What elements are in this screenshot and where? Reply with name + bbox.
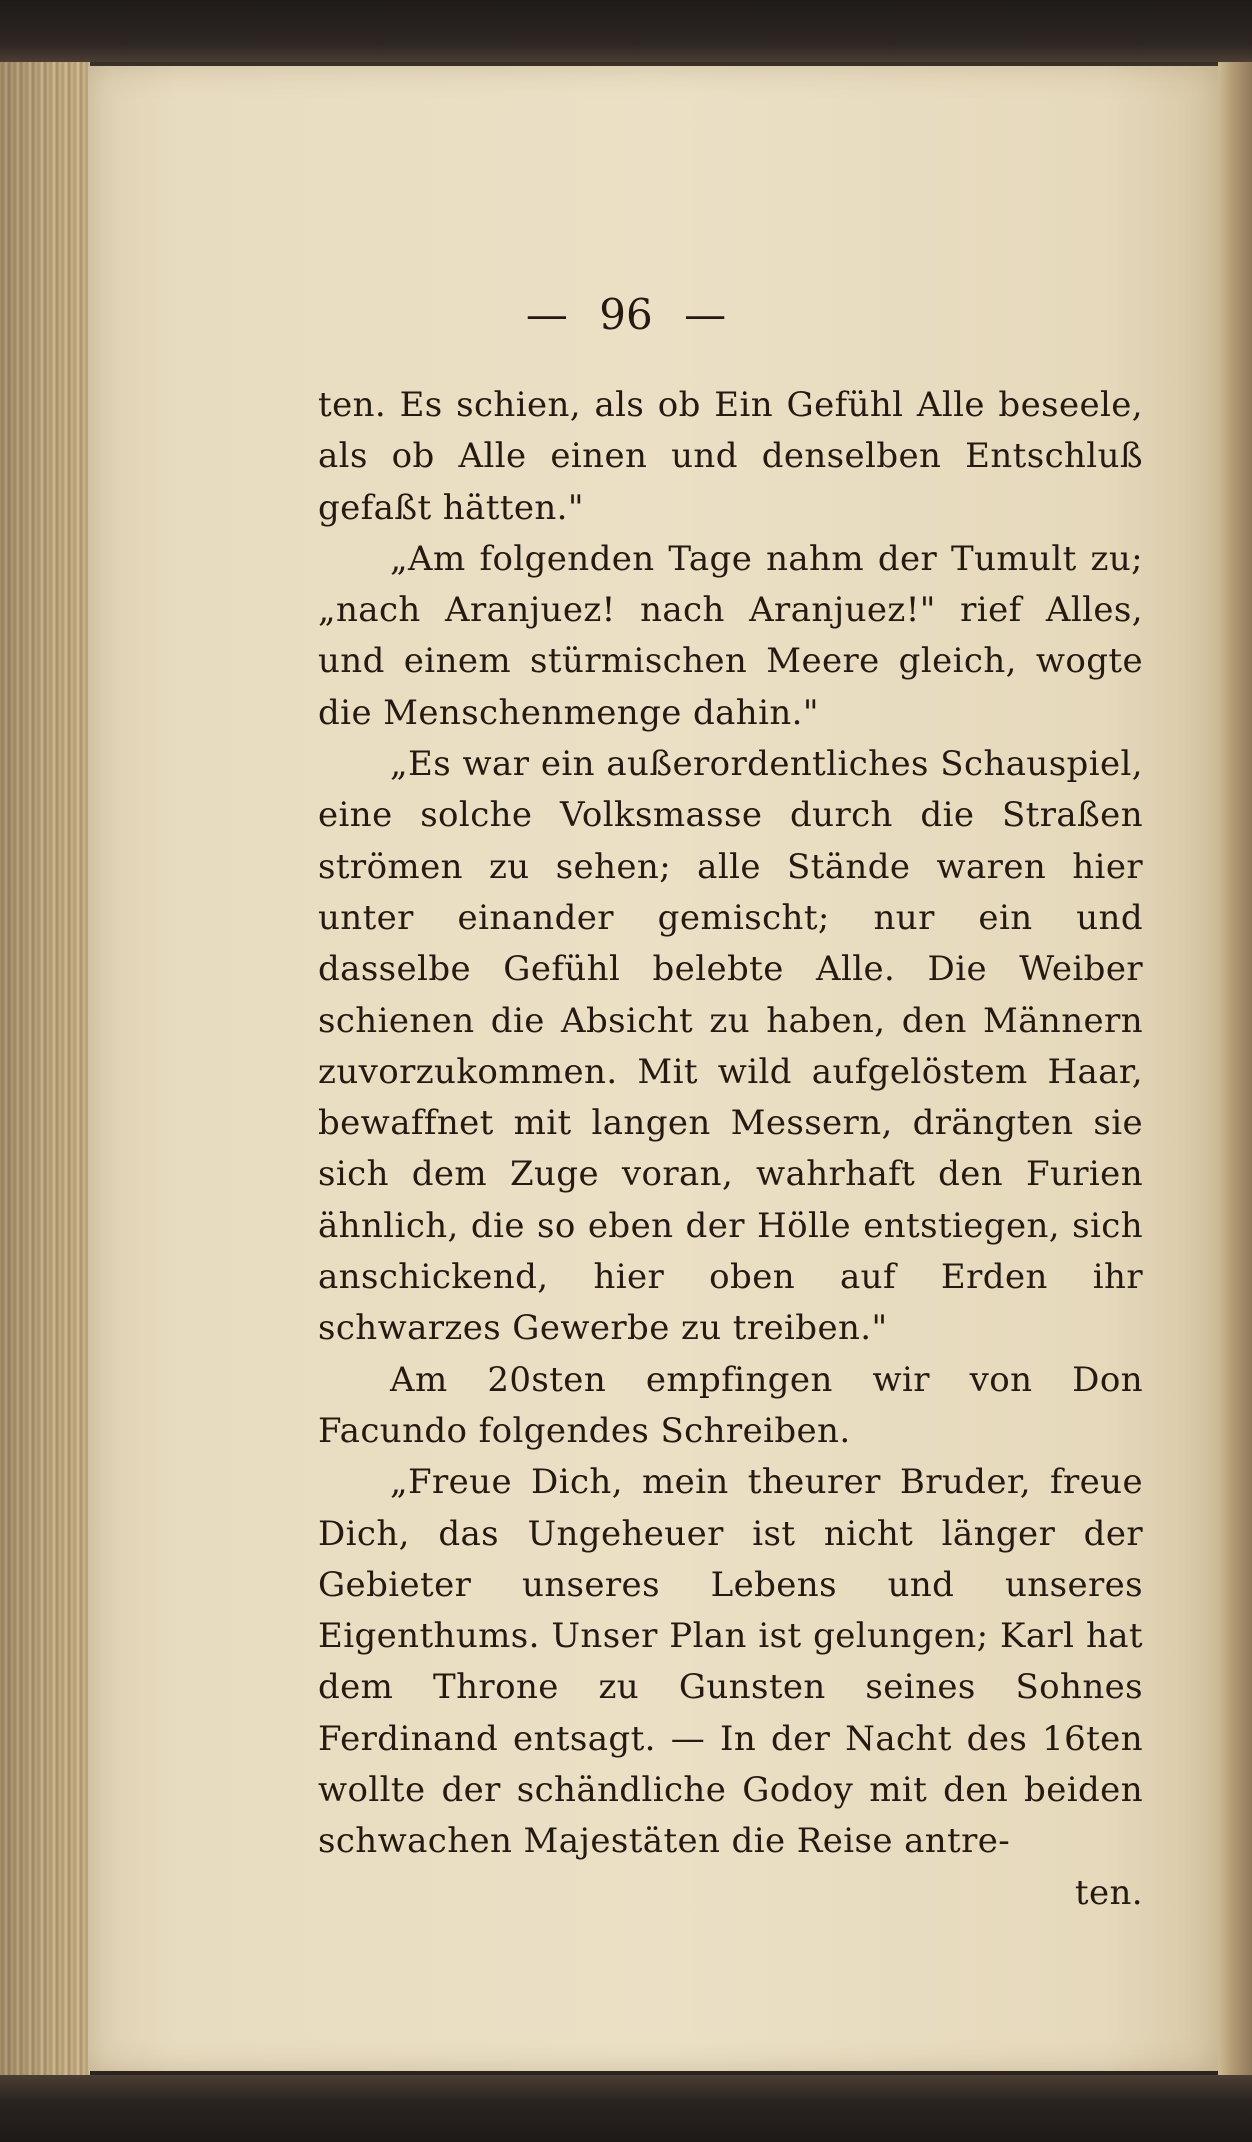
catchword: ten. bbox=[1074, 1872, 1143, 1913]
paragraph-letter: „Freue Dich, mein theurer Bruder, freue Dich, das Ungeheuer ist nicht länger der Gebieter unseres Lebens und unseres Eigenthums. Unser Plan ist gelungen; Karl hat dem Throne zu Gunsten seines Sohnes Ferdinand entsagt. — In der Nacht des 16ten wollte der schändliche Godoy mit den beiden schwachen Majestäten die Reise antre- bbox=[318, 1462, 1143, 1862]
scan-background-bottom bbox=[0, 2075, 1252, 2142]
scan-background-top bbox=[0, 0, 1252, 62]
paragraph-schreiben: Am 20sten empfingen wir von Don Facundo folgendes Schreiben. bbox=[318, 1359, 1143, 1451]
page-number-header: — 96 — bbox=[525, 290, 727, 339]
paragraph-continuation: ten. Es schien, als ob Ein Gefühl Alle beseele, als ob Alle einen und denselben Entschluß gefaßt hätten." bbox=[318, 385, 1143, 528]
body-text bbox=[318, 380, 1143, 1919]
stacked-page-edges bbox=[0, 62, 90, 2075]
paragraph-schauspiel: „Es war ein außerordentliches Schauspiel, eine solche Volksmasse durch die Straßen strömen zu sehen; alle Stände waren hier unter einander gemischt; nur ein und dasselbe Gefühl belebte Alle. Die Weiber schienen die Absicht zu haben, den Männern zuvorzukommen. Mit wild aufgelöstem Haar, bewaffnet mit langen Messern, drängten sie sich dem Zuge voran, wahrhaft den Furien ähnlich, die so eben der Hölle entstiegen, sich anschickend, hier oben auf Erden ihr schwarzes Gewerbe zu treiben." bbox=[318, 744, 1143, 1349]
paragraph-tumult: „Am folgenden Tage nahm der Tumult zu; „nach Aranjuez! nach Aranjuez!" rief Alles, und einem stürmischen Meere gleich, wogte die Menschenmenge dahin." bbox=[318, 538, 1143, 733]
page-gutter-right bbox=[1218, 62, 1252, 2075]
